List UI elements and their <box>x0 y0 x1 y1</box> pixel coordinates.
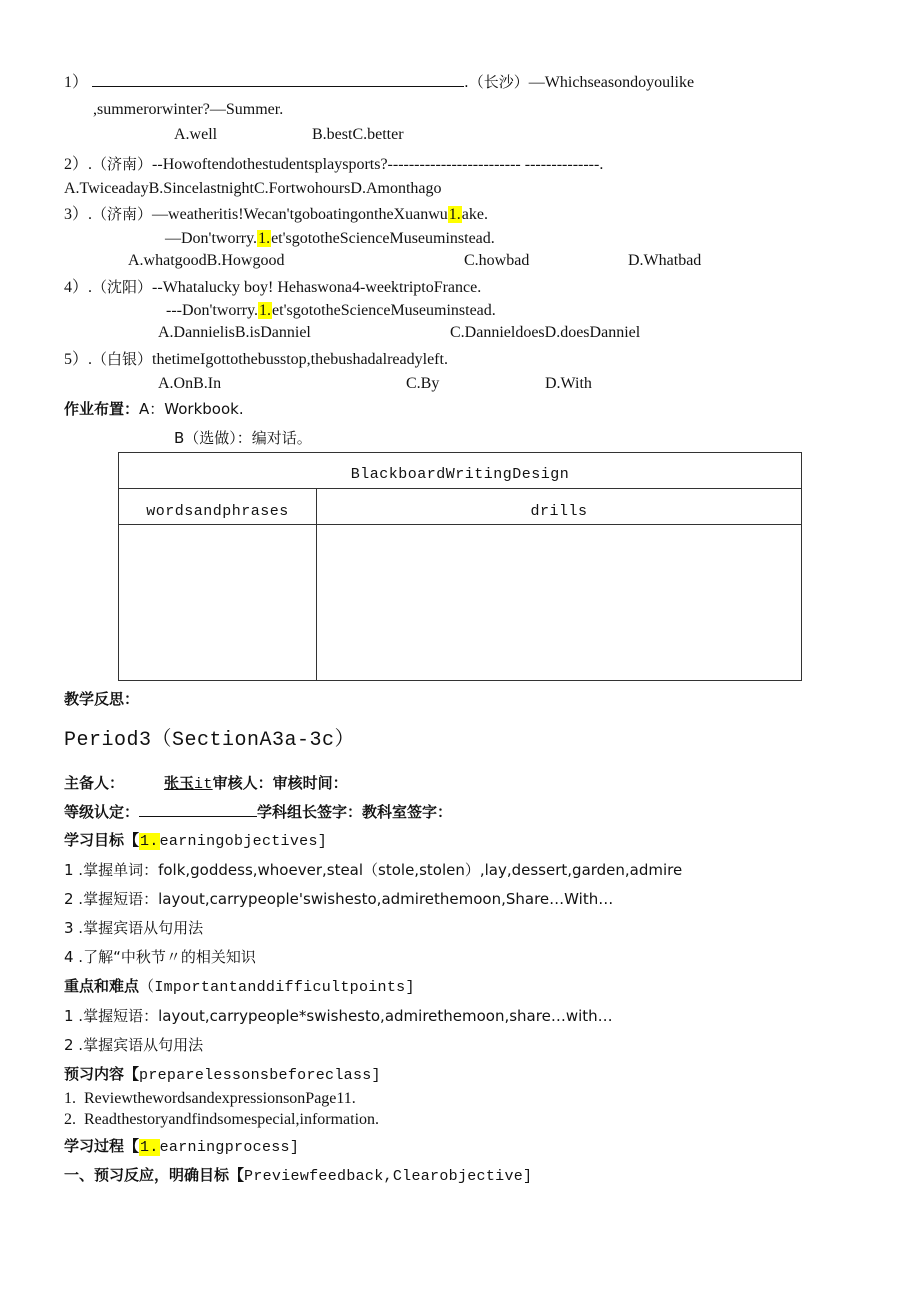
q1-option-bc: B.bestC.better <box>312 126 404 143</box>
homework-b: B（选做）：编对话。 <box>174 429 312 447</box>
grade-blank[interactable] <box>139 802 257 817</box>
blackboard-col-drills: drills <box>317 489 802 525</box>
q3-reply-highlight: 1. <box>258 230 271 247</box>
preparer-name: 张玉 <box>164 774 195 792</box>
q3-source: （济南） <box>92 205 153 223</box>
preview-item-1: 1. ReviewthewordsandexpressionsonPage11. <box>64 1090 356 1107</box>
q1-option-a: A.well <box>174 126 218 143</box>
q5-text: thetimeIgottothebusstop,thebushadalreadyleft. <box>152 351 448 368</box>
meta-preparer-line <box>64 773 348 795</box>
keypoint-item-2: 2 .掌握宾语从句用法 <box>64 1036 204 1054</box>
q4-reply-text: ---Don'tworry. <box>166 302 259 319</box>
reflection-label: 教学反思： <box>64 690 140 708</box>
blackboard-drills-cell[interactable] <box>317 525 802 681</box>
blackboard-words-cell[interactable] <box>119 525 317 681</box>
q3-highlight: 1. <box>448 206 461 223</box>
q3-text: —weatheritis!Wecan'tgoboatingontheXuanwu <box>152 206 448 223</box>
q1-number: 1） <box>64 74 89 91</box>
q3-option-c: C.howbad <box>464 252 530 269</box>
q3-reply <box>165 229 495 249</box>
process-heading <box>64 1136 299 1158</box>
blackboard-title: BlackboardWritingDesign <box>119 453 802 489</box>
homework-line <box>64 399 244 420</box>
objectives-heading <box>64 830 327 852</box>
q3-line <box>64 204 488 225</box>
process-label: 学习过程【 <box>64 1137 140 1155</box>
q1-text: —Whichseasondoyoulike <box>528 74 695 91</box>
q3-text-end: ake. <box>461 206 488 223</box>
q2-text: --Howoftendothestudentsplaysports?------------------------- --------------. <box>152 156 604 173</box>
section1-heading <box>64 1165 532 1187</box>
objective-item-3: 3 .掌握宾语从句用法 <box>64 919 204 937</box>
preview-label: 预习内容【 <box>64 1065 140 1083</box>
q4-option-cd: C.DannieldoesD.doesDanniel <box>450 324 641 341</box>
q2-number: 2）. <box>64 156 93 173</box>
homework-a: A：Workbook. <box>139 400 244 418</box>
q4-text: --Whatalucky boy! Hehaswona4-weektriptoFrance. <box>152 279 482 296</box>
q1-answer-blank[interactable] <box>92 72 464 87</box>
keypoints-label: 重点和难点 <box>64 977 140 995</box>
meta-grade-line <box>64 802 452 822</box>
q1-line <box>64 72 694 93</box>
grade-label: 等级认定： <box>64 803 140 821</box>
q4-line <box>64 277 481 298</box>
q5-source: （白银） <box>92 350 153 368</box>
blackboard-col-words: wordsandphrases <box>119 489 317 525</box>
q2-options: A.TwiceadayB.SincelastnightC.FortwohoursD.Amonthago <box>64 180 442 197</box>
homework-label: 作业布置： <box>64 400 140 418</box>
q5-option-ab: A.OnB.In <box>158 375 222 392</box>
preparer-tail: it <box>194 776 213 793</box>
q4-reply-text-end: et'sgototheScienceMuseuminstead. <box>272 302 496 319</box>
objectives-label: 学习目标【 <box>64 831 140 849</box>
reviewer-label: 审核人：审核时间： <box>212 774 348 792</box>
objectives-highlight: 1. <box>140 833 159 850</box>
sign-label: 学科组长签字：教科室签字： <box>257 803 453 821</box>
q1-continuation: ,summerorwinter?—Summer. <box>93 101 284 118</box>
q5-line <box>64 349 448 370</box>
objective-item-1: 1 .掌握单词：folk,goddess,whoever,steal（stole,stolen）,lay,dessert,garden,admire <box>64 861 683 879</box>
q3-option-d: D.Whatbad <box>628 252 702 269</box>
objective-item-4: 4 .了解“中秋节〃的相关知识 <box>64 948 256 966</box>
q5-option-d: D.With <box>545 375 592 392</box>
q2-line <box>64 154 603 175</box>
objectives-en: earningobjectives] <box>159 833 328 850</box>
q4-reply <box>166 301 496 321</box>
preparer-label: 主备人： <box>64 774 125 792</box>
q4-source: （沈阳） <box>92 278 153 296</box>
keypoints-heading <box>64 976 415 998</box>
preview-en: preparelessonsbeforeclass] <box>139 1067 381 1084</box>
period-title: Period3（SectionA3a-3c） <box>64 729 356 752</box>
q5-number: 5）. <box>64 351 93 368</box>
q4-number: 4）. <box>64 279 93 296</box>
blackboard-table <box>118 452 802 681</box>
q2-source: （济南） <box>92 155 153 173</box>
q3-number: 3）. <box>64 206 93 223</box>
q5-option-c: C.By <box>406 375 440 392</box>
process-en: earningprocess] <box>159 1139 300 1156</box>
q3-reply-text-end: et'sgototheScienceMuseuminstead. <box>271 230 495 247</box>
q4-reply-highlight: 1. <box>259 302 272 319</box>
preview-item-2: 2. Readthestoryandfindsomespecial,information. <box>64 1111 380 1128</box>
section1-en: Previewfeedback,Clearobjective] <box>244 1168 533 1185</box>
q1-source: .（长沙） <box>464 73 529 91</box>
q4-option-ab: A.DannielisB.isDanniel <box>158 324 311 341</box>
process-highlight: 1. <box>140 1139 159 1156</box>
objective-item-2: 2 .掌握短语：layout,carrypeople'swishesto,admirethemoon,Share…With… <box>64 890 614 908</box>
section1-label: 一、预习反应，明确目标【 <box>64 1166 245 1184</box>
keypoints-en: （Importantanddifficultpoints] <box>139 979 415 996</box>
q3-reply-text: —Don'tworry. <box>165 230 258 247</box>
q3-option-ab: A.whatgoodB.Howgood <box>128 252 285 269</box>
preview-heading <box>64 1064 381 1086</box>
keypoint-item-1: 1 .掌握短语：layout,carrypeople*swishesto,admirethemoon,share…with… <box>64 1007 613 1025</box>
